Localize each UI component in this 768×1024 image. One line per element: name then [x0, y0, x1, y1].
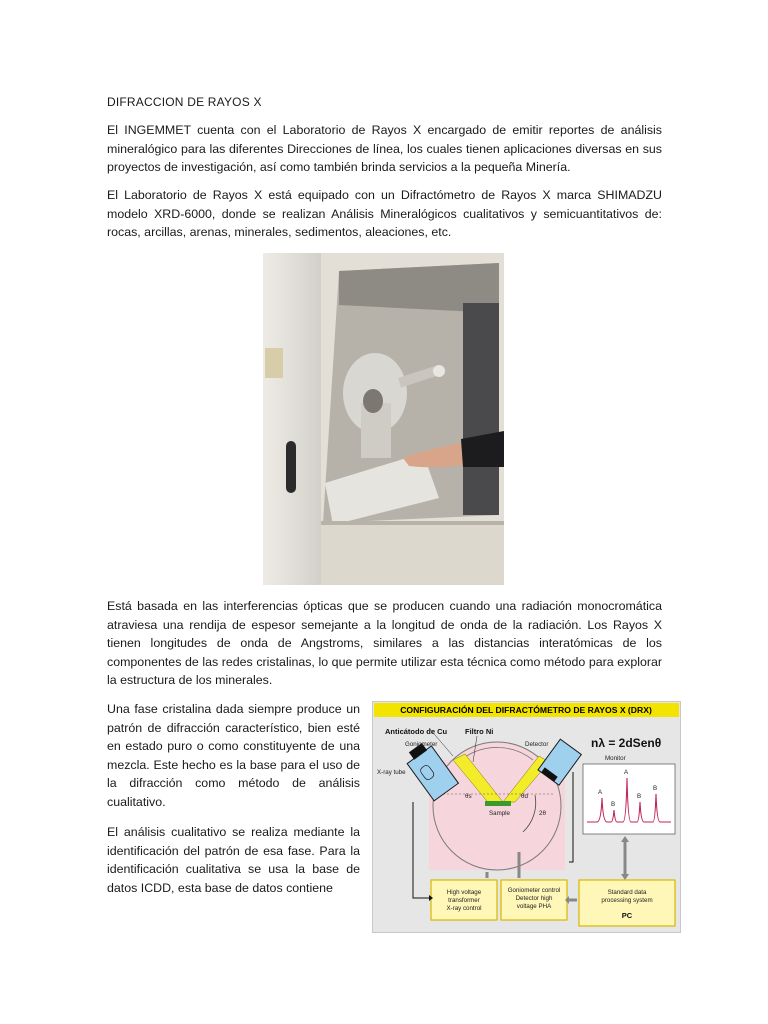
label-detector: Detector — [525, 741, 549, 748]
diagram-title: CONFIGURACIÓN DEL DIFRACTÓMETRO DE RAYOS X (DRX) — [400, 705, 652, 715]
cable-tube-hv — [413, 802, 429, 898]
label-two-theta: 2θ — [539, 810, 546, 817]
gc-line-2: Detector high — [515, 895, 553, 902]
instrument-photo-drawing — [263, 253, 504, 585]
label-theta-s: θs — [465, 793, 472, 800]
paragraph-ingemmet: El INGEMMET cuenta con el Laboratorio de Rayos X encargado de emitir reportes de análisis mineralógico para las diferentes Direcciones de línea, los cuales tienen aplicaciones diversas en sus proyectos de investigación, así como también brinda servicios a la pequeña Minería. — [107, 123, 662, 174]
sample-plate — [485, 801, 511, 806]
peak-label-4: B — [637, 793, 642, 800]
door-lower-panel — [321, 523, 504, 585]
door-edge — [321, 521, 504, 525]
bragg-formula: nλ = 2dSenθ — [591, 736, 662, 750]
monitor-screen — [583, 764, 675, 834]
label-theta-d: θd — [521, 793, 528, 800]
paragraph-fase-cristalina: Una fase cristalina dada siempre produce un patrón de difracción característico, bien esté en estado puro o como constituyente de una mezcla. Este hecho es la base para el uso de la difracción como método de análisis cualitativo. — [107, 702, 360, 809]
cabinet-left-shade — [263, 253, 325, 585]
hv-line-3: X-ray control — [446, 905, 482, 912]
pc-line-1: Standard data — [607, 889, 647, 896]
hv-line-1: High voltage — [446, 889, 482, 896]
xrd-instrument-photo — [263, 253, 504, 585]
peak-label-2: B — [611, 801, 616, 808]
document-title: DIFRACCION DE RAYOS X — [107, 95, 262, 109]
label-sample: Sample — [489, 810, 510, 817]
peak-label-1: A — [598, 789, 603, 796]
gc-line-3: voltage PHA — [516, 903, 552, 910]
paragraph-laboratorio: El Laboratorio de Rayos X está equipado con un Difractómetro de Rayos X marca SHIMADZU modelo XRD-6000, donde se realizan Análisis Mineralógicos cualitativos y semicuantitativos de: rocas, arcillas, arenas, minerales, sedimentos, aleaciones, etc. — [107, 188, 662, 239]
pc-line-2: processing system — [601, 897, 653, 904]
gc-line-1: Goniometer control — [507, 887, 561, 894]
drx-configuration-diagram — [372, 701, 681, 933]
cable-detector-control — [569, 772, 573, 862]
drx-diagram-svg — [373, 702, 680, 932]
pc-label: PC — [621, 911, 633, 920]
detector-head — [433, 365, 445, 377]
label-xray-tube: X-ray tube — [377, 769, 406, 776]
cabinet-label-sticker — [265, 348, 283, 378]
chamber-right-wall — [463, 303, 499, 515]
sample-holder — [363, 389, 383, 413]
cabinet-handle — [286, 441, 296, 493]
label-monitor: Monitor — [605, 755, 626, 762]
paragraph-analisis-cualitativo: El análisis cualitativo se realiza mediante la identificación del patrón de esa fase. Para la identificación cualitativa se usa la base de datos ICDD, esta base de datos contiene — [107, 825, 360, 895]
label-goniometer: Goniometer — [405, 741, 438, 748]
peak-label-3: A — [624, 769, 629, 776]
paragraph-fundamento: Está basada en las interferencias ópticas que se producen cuando una radiación monocromática atraviesa una rendija de espesor semejante a la longitud de onda de la radiación. Los Rayos X tienen longitudes de onda de Angstroms, similares a las distancias interatómicas de los componentes de las redes cristalinas, lo que permite utilizar esta técnica como método para explorar la estructura de los minerales. — [107, 599, 662, 687]
hv-line-2: transformer — [448, 897, 480, 904]
peak-label-5: B — [653, 785, 658, 792]
label-anticatodo: Anticátodo de Cu — [385, 727, 448, 736]
label-filtro-ni: Filtro Ni — [465, 727, 494, 736]
